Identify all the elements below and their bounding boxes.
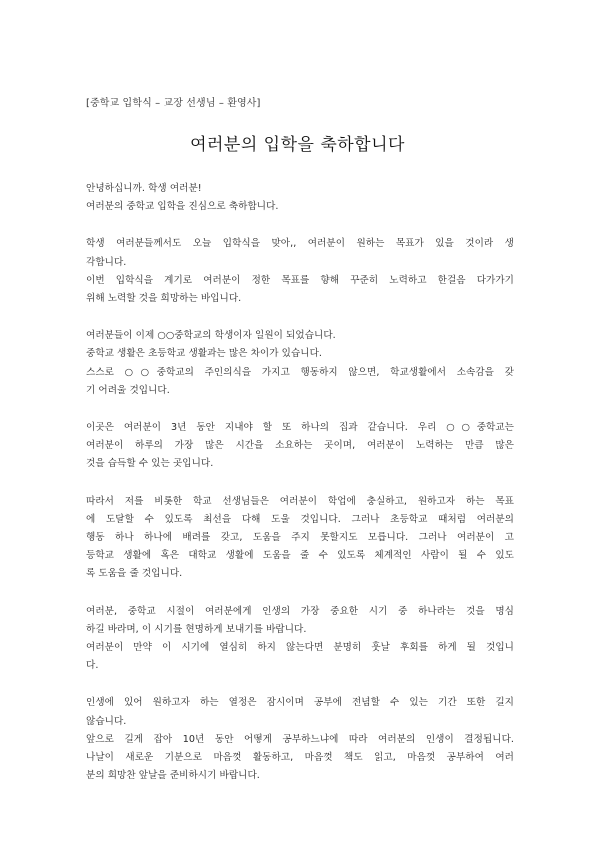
paragraph-line: 여러분이 하루의 가장 많은 시간을 소요하는 곳이며, 여러분이 노력하는 만큼 많은 (86, 440, 514, 452)
paragraph-line: 스스로 ○○중학교의 주인의식을 가지고 행동하지 않으면, 학교생활에서 소속감을 갖 (86, 366, 514, 378)
paragraph-line: 록 도움을 줄 것입니다. (86, 568, 183, 580)
paragraph-line: 등학교 생활에 혹은 대학교 생활에 도움을 줄 수 있도록 체계적인 사람이 될 수 있도 (86, 550, 514, 562)
paragraph-line: 여러분, 중학교 시절이 여러분에게 인생의 가장 중요한 시기 중 하나라는 것을 명심 (86, 605, 514, 617)
paragraph (86, 694, 514, 785)
paragraph-line: 기 어려울 것입니다. (86, 384, 170, 396)
paragraph-line: 각합니다. (86, 256, 127, 268)
paragraph-line: 중학교 생활은 초등학교 생활과는 많은 차이가 있습니다. (86, 348, 322, 360)
paragraph-line: 학생 여러분들께서도 오늘 입학식을 맞아,, 여러분이 원하는 목표가 있을 것이라 생 (86, 238, 514, 250)
paragraph-line: 것을 습득할 수 있는 곳입니다. (86, 458, 214, 470)
paragraph-line: 않습니다. (86, 715, 127, 727)
paragraph-line: 앞으로 길게 잡아 10년 동안 어떻게 공부하느냐에 따라 여러분의 인생이 결정됩니다. (86, 733, 514, 745)
paragraph-line: 이번 입학식을 계기로 여러분이 정한 목표를 향해 꾸준히 노력하고 한걸음 다가가기 (86, 274, 514, 286)
paragraph-line: 위해 노력할 것을 희망하는 바입니다. (86, 293, 242, 305)
paragraph-line: 이곳은 여러분이 3년 동안 지내야 할 또 하나의 집과 같습니다. 우리 ○○중학교는 (86, 422, 514, 434)
paragraph (86, 419, 514, 474)
paragraph-line: 따라서 저를 비롯한 학교 선생님들은 여러분이 학업에 충실하고, 원하고자 하는 목표 (86, 495, 514, 507)
paragraph-line: 여러분의 중학교 입학을 진심으로 축하합니다. (86, 201, 279, 213)
paragraph-line: 에 도달할 수 있도록 최선을 다해 도울 것입니다. 그러나 초등학교 때처럼 여러분의 (86, 513, 514, 525)
document-header-tag: [중학교 입학식 – 교장 선생님 – 환영사] (86, 98, 261, 109)
paragraph-line: 나날이 새로운 기분으로 마음껏 활동하고, 마음껏 책도 읽고, 마음껏 공부하여 여러 (86, 752, 514, 764)
paragraph-line: 여러분들이 이제 ○○중학교의 학생이자 일원이 되었습니다. (86, 330, 336, 342)
paragraph-line: 분의 희망찬 앞날을 준비하시기 바랍니다. (86, 770, 260, 782)
paragraph-line: 여러분이 만약 이 시기에 열심히 하지 않는다면 분명히 훗날 후회를 하게 될 것입니 (86, 642, 514, 654)
paragraph (86, 235, 514, 308)
paragraph-line: 안녕하십니까. 학생 여러분! (86, 183, 202, 194)
document-body (86, 180, 514, 785)
paragraph (86, 327, 514, 400)
paragraph (86, 180, 514, 216)
paragraph-line: 인생에 있어 원하고자 하는 열정은 잠시이며 공부에 전념할 수 있는 기간 또한 길지 (86, 697, 514, 709)
paragraph-line: 하길 바라며, 이 시기를 현명하게 보내기를 바랍니다. (86, 623, 307, 635)
paragraph (86, 493, 514, 584)
paragraph-line: 행동 하나 하나에 배려를 갖고, 도움을 주지 못할지도 모릅니다. 그러나 여러분이 고 (86, 532, 514, 544)
paragraph (86, 603, 514, 676)
document-title: 여러분의 입학을 축하합니다 (190, 135, 405, 155)
paragraph-line: 다. (86, 660, 99, 672)
